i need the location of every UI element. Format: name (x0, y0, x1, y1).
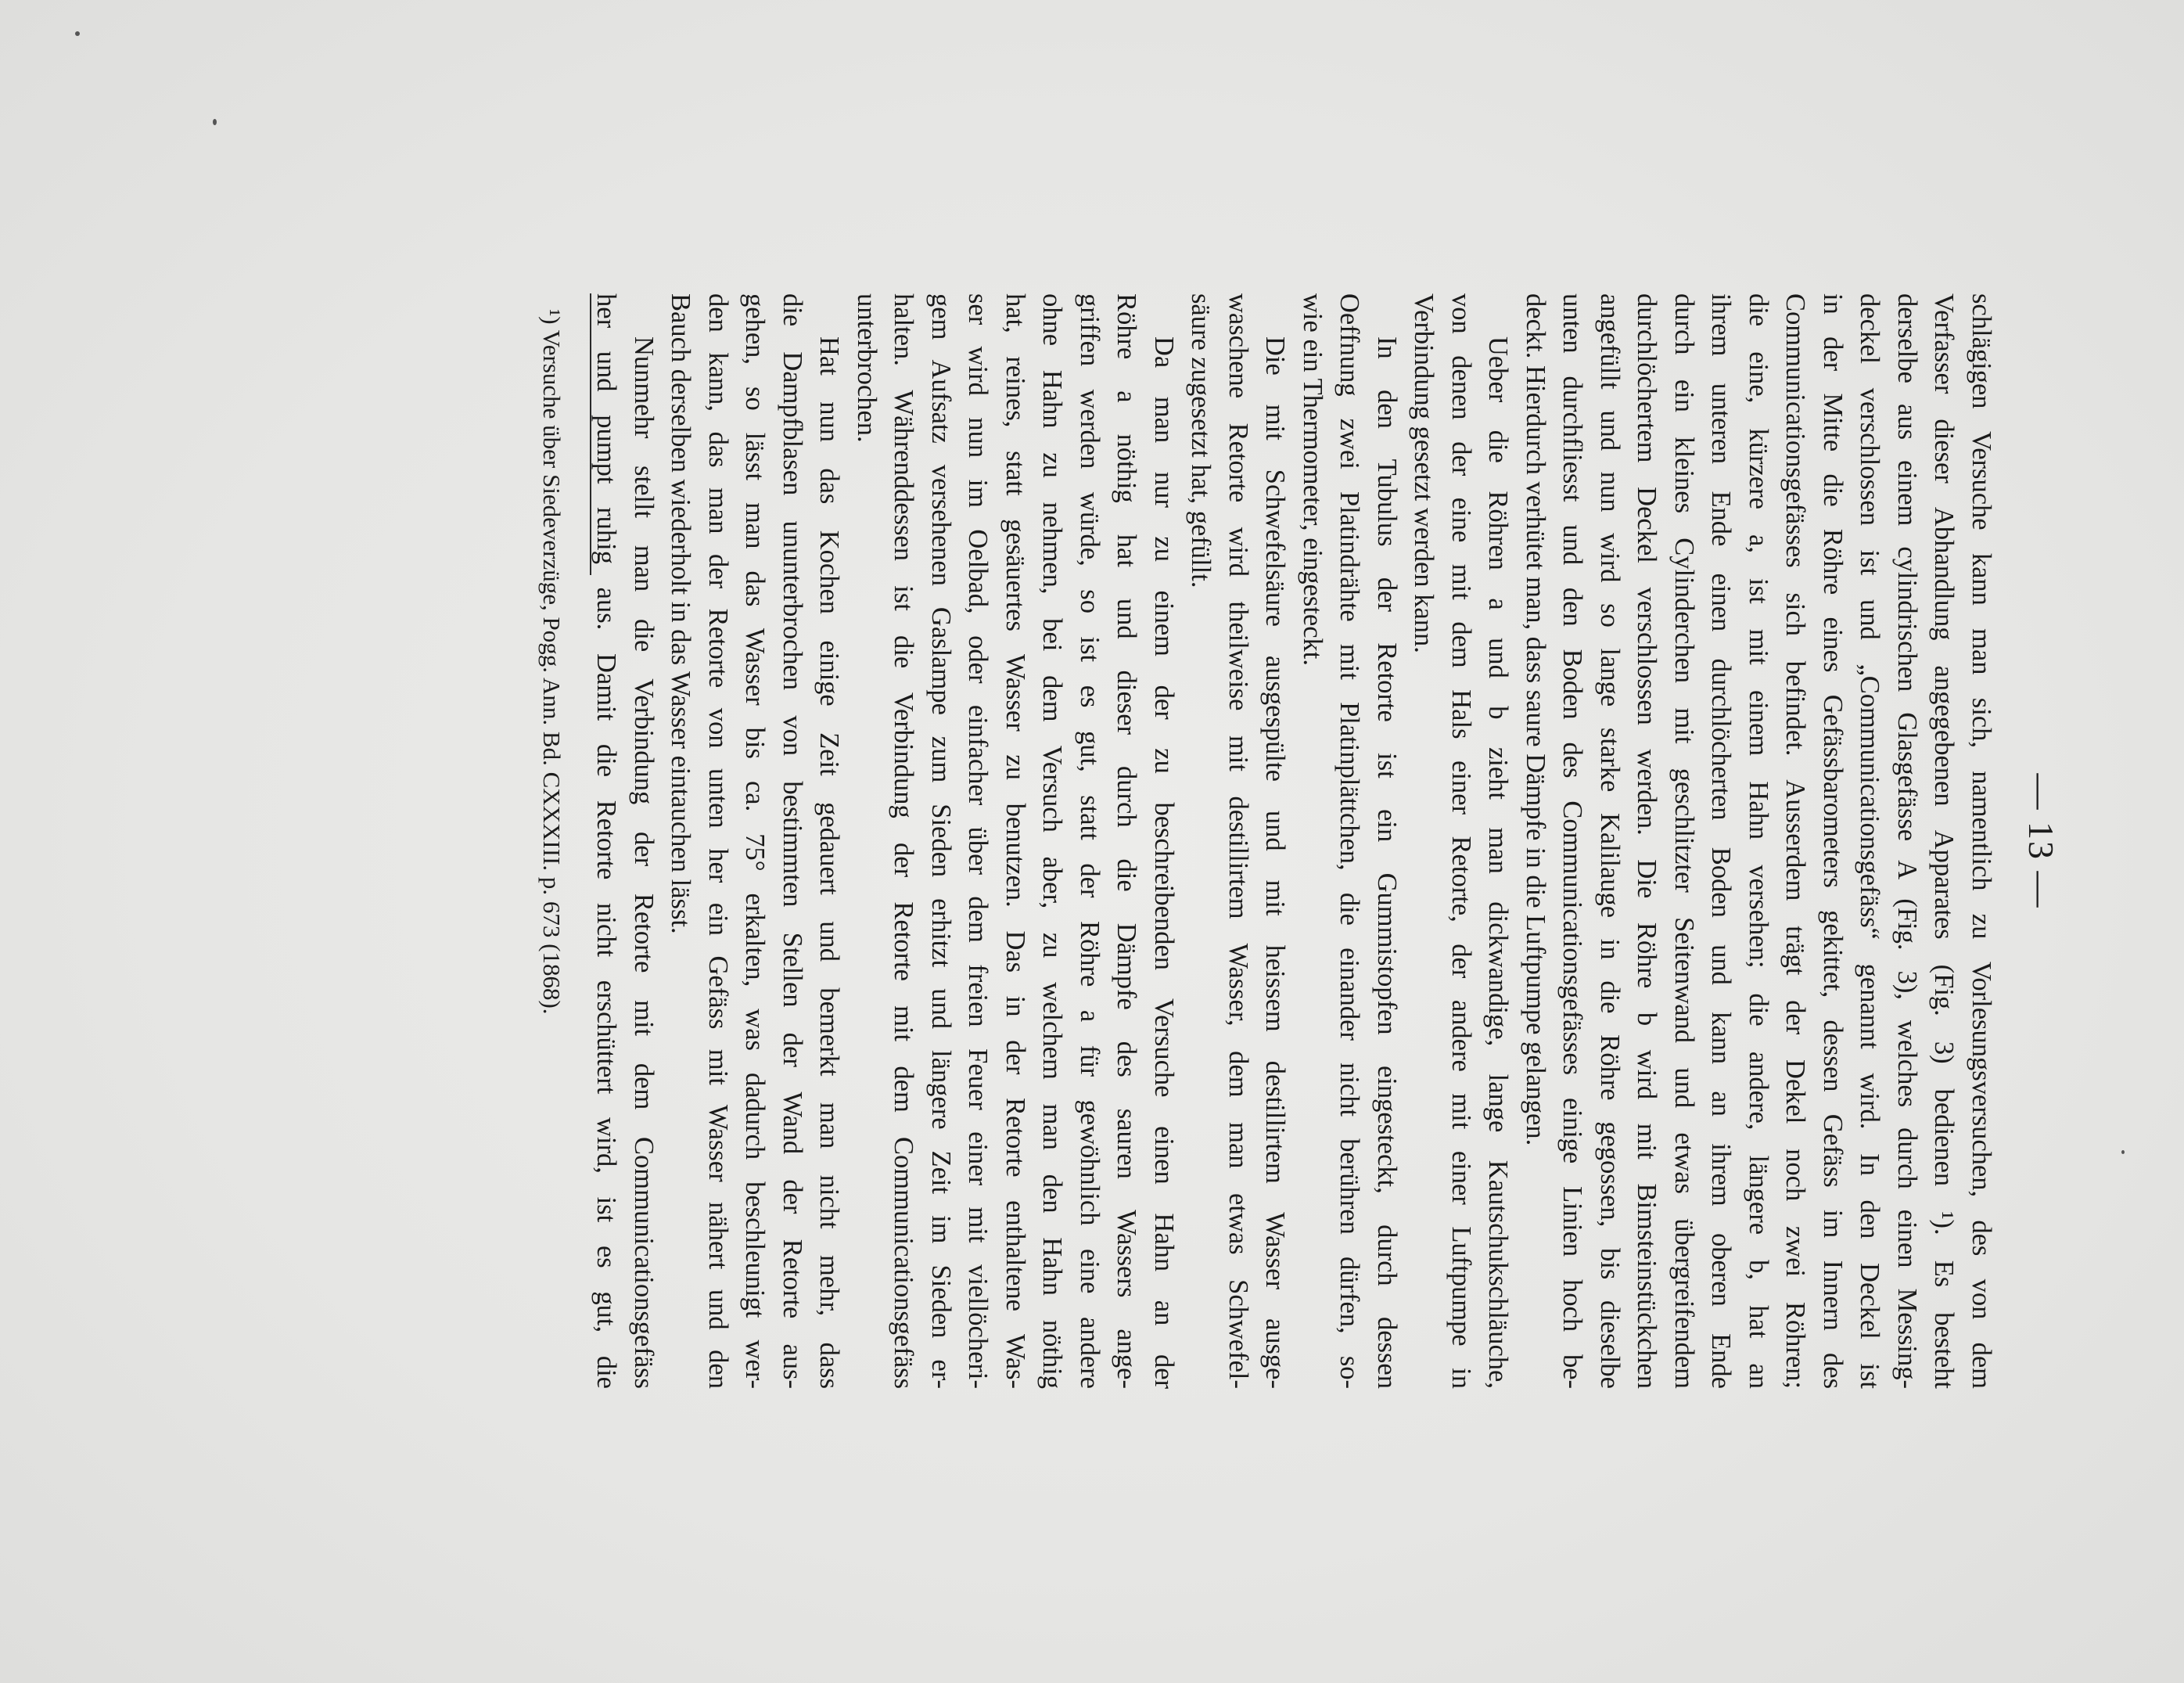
text-line: die eine, kürzere a, ist mit einem Hahn versehen; die andere, längere b, hat an (1744, 293, 1773, 1389)
dust-speck (213, 119, 217, 125)
text-line: Ueber die Röhren a und b zieht man dickwandige, lange Kautschukschläuche, (1483, 336, 1514, 1389)
text-line: Communicationsgefässes sich befindet. Ausserdem trägt der Dekel noch zwei Röhren; (1780, 293, 1811, 1389)
text-line: Die mit Schwefelsäure ausgespülte und mit heissem destillirtem Wasser ausge- (1260, 336, 1291, 1389)
text-line: griffen werden würde, so ist es gut, statt der Röhre a für gewöhnlich eine andere (1075, 293, 1105, 1389)
text-line: hat, reines, statt gesäuertes Wasser zu benutzen. Das in der Retorte enthaltene Was- (1000, 293, 1030, 1389)
text-line: unterbrochen. (852, 293, 882, 443)
dust-speck (75, 31, 80, 36)
text-line: die Dampfblasen ununterbrochen von bestimmten Stellen der Wand der Retorte aus- (778, 293, 807, 1389)
text-line: in der Mitte die Röhre eines Gefässbarometers gekittet, dessen Gefäss im Innern des (1818, 293, 1848, 1389)
body-text (587, 293, 1999, 1389)
text-line: Verfasser dieser Abhandlung angegebenen Apparates (Fig. 3) bedienen ¹). Es besteht (1929, 293, 1959, 1389)
rotated-page-content (122, 293, 2062, 1389)
dust-speck (2121, 1150, 2125, 1154)
text-line: unten durchfliesst und den Boden des Communicationsgefässes einige Linien hoch be- (1557, 293, 1588, 1389)
text-line: ihrem unteren Ende einen durchlöcherten Boden und kann an ihrem oberen Ende (1706, 293, 1737, 1389)
text-line: Röhre a nöthig hat und dieser durch die Dämpfe des sauren Wassers ange- (1112, 293, 1142, 1389)
footnote: ¹) Versuche über Siedeverzüge, Pogg. Ann. Bd. CXXXIII. p. 673 (1868). (538, 309, 566, 1015)
page-number: — 13 — (2021, 773, 2061, 909)
text-line: angefüllt und nun wird so lange starke Kalilauge in die Röhre gegossen, bis dieselbe (1595, 293, 1625, 1389)
text-line: säure zugesetzt hat, gefüllt. (1186, 293, 1216, 588)
text-line: wie ein Thermometer, eingesteckt. (1298, 293, 1327, 667)
text-line: waschene Retorte wird theilweise mit destillirtem Wasser, dem man etwas Schwefel- (1223, 293, 1253, 1389)
text-line: gem Aufsatz versehenen Gaslampe zum Sieden erhitzt und längere Zeit im Sieden er- (926, 293, 956, 1389)
text-line: Hat nun das Kochen einige Zeit gedauert und bemerkt man nicht mehr, dass (814, 336, 845, 1389)
footnote-rule (590, 293, 591, 575)
text-line: Verbindung gesetzt werden kann. (1409, 293, 1439, 653)
text-line: schlägigen Versuche kann man sich, namentlich zu Vorlesungsversuchen, des von dem (1967, 293, 1996, 1389)
text-line: Bauch derselben wiederholt in das Wasser eintauchen lässt. (666, 293, 696, 934)
text-line: durch ein kleines Cylinderchen mit geschlitzter Seitenwand und etwas übergreifendem (1669, 293, 1699, 1389)
text-line: deckel verschlossen ist und „Communicationsgefäss“ genannt wird. In den Deckel ist (1855, 293, 1885, 1389)
text-line: ohne Hahn zu nehmen, bei dem Versuch aber, zu welchem man den Hahn nöthig (1037, 293, 1068, 1389)
text-line: her und pumpt ruhig aus. Damit die Retorte nicht erschüttert wird, ist es gut, die (591, 293, 622, 1389)
text-line: Oeffnung zwei Platindrähte mit Platinplättchen, die einander nicht berühren dürfen, so- (1334, 293, 1365, 1389)
text-line: deckt. Hierdurch verhütet man, dass saure Dämpfe in die Luftpumpe gelangen. (1521, 293, 1550, 1146)
text-line: In den Tubulus der Retorte ist ein Gummistopfen eingesteckt, durch dessen (1372, 336, 1402, 1389)
text-line: Nunmehr stellt man die Verbindung der Retorte mit dem Communicationsgefäss (629, 336, 659, 1389)
text-line: durchlöchertem Deckel verschlossen werden. Die Röhre b wird mit Bimsteinstückchen (1632, 293, 1662, 1389)
text-line: gehen, so lässt man das Wasser bis ca. 75° erkalten, was dadurch beschleunigt wer- (740, 293, 771, 1389)
text-line: halten. Währenddessen ist die Verbindung der Retorte mit dem Communicationsgefäss (889, 293, 919, 1389)
text-line: Da man nur zu einem der zu beschreibenden Versuche einen Hahn an der (1149, 336, 1179, 1389)
text-line: den kann, das man der Retorte von unten her ein Gefäss mit Wasser nähert und den (703, 293, 733, 1389)
text-line: derselbe aus einem cylindrischen Glasgefässe A (Fig. 3), welches durch einen Messing- (1892, 293, 1922, 1389)
text-line: von denen der eine mit dem Hals einer Retorte, der andere mit einer Luftpumpe in (1446, 293, 1476, 1389)
text-line: ser wird nun im Oelbad, oder einfacher über dem freien Feuer einer mit viellöcheri- (963, 293, 993, 1389)
